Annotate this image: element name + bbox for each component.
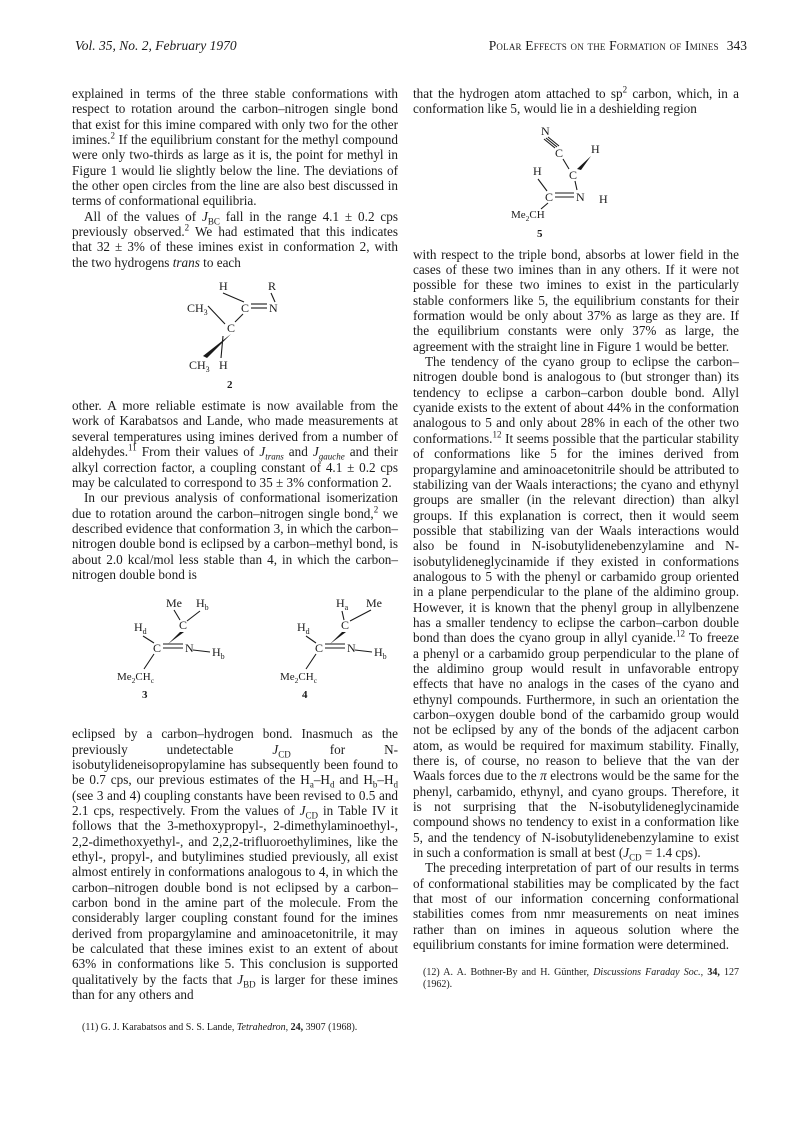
atom-hb: $H_b$ [212, 645, 225, 662]
atom-c: C [315, 641, 324, 656]
compound-label: 5 [537, 227, 543, 240]
atom-me2chc: $Me_2CH_c$ [117, 671, 155, 686]
atom-c: C [227, 321, 236, 336]
atom-c: C [179, 618, 188, 633]
atom-c: C [545, 189, 554, 204]
paragraph: In our previous analysis of conformational isomerization due to rotation around the carbon–nitrogen single bond,$^2$ we described evidence that conformation 3, in which the carbon–nitrogen double bond is eclipsed by a carbon–methyl bond, is about 2.0 kcal/mol less stable than 4, in which the carbon–nitrogen double bond is [72, 490, 398, 582]
paragraph: explained in terms of the three stable conformations with respect to rotation around the carbon–nitrogen single bond that exist for this imine compared with only two for the other imines.$^2$ If the equilibrium constant for the methyl compound were only two-thirds as large as it is, the point for methyl in Figure 1 would lie slightly below the line. The deviations of the other open circles from the line are also best discussed in terms of conformational equilibria. [72, 86, 398, 209]
running-header-title: Polar Effects on the Formation of Imines [488, 38, 719, 53]
atom-ha: $H_a$ [336, 596, 349, 613]
structure-2-diagram [155, 278, 315, 390]
atom-me2chc: $Me_2CH_c$ [280, 671, 318, 686]
atom-ch3: $CH_3$ [189, 358, 210, 375]
structure-5-diagram [511, 123, 641, 241]
running-header-journal: Vol. 35, No. 2, February 1970 [75, 38, 237, 53]
atom-hd: $H_d$ [134, 620, 147, 637]
atom-c: C [341, 618, 350, 633]
footnote: (12) A. A. Bothner-By and H. Günther, Discussions Faraday Soc., 34, 127 (1962). [423, 966, 740, 991]
structures-3-4-diagram [72, 594, 398, 716]
atom-c: C [241, 301, 250, 316]
atom-n: N [269, 301, 278, 316]
paragraph: other. A more reliable estimate is now available from the work of Karabatsos and Lande, who made measurements at several temperatures using imines derived from a number of aldehydes.$^{11}$ From their values of $J_{trans}$ and $J_{gauche}$ and their alkyl correction factor, a coupling constant of 4.1 ± 0.2 cps may be calculated to correspond to 35 ± 3% conformation 2. [72, 398, 398, 490]
atom-hb: $H_b$ [196, 596, 209, 613]
page-number: 343 [726, 38, 747, 53]
atom-h: H [591, 141, 600, 156]
paragraph: The preceding interpretation of part of our results in terms of conformational stabilities may be complicated by the fact that most of our information concerning conformational stabilities comes from nmr measurements on neat imines rather than on imines in aqueous solution where the equilibrium constants for imine formation were determined. [413, 860, 739, 953]
atom-h: H [533, 163, 542, 178]
atom-me: Me [366, 596, 382, 611]
atom-me: Me [166, 596, 182, 611]
atom-h: H [219, 358, 228, 373]
atom-c: C [555, 145, 564, 160]
atom-me2ch: $Me_2CH$ [511, 208, 545, 223]
paragraph: eclipsed by a carbon–hydrogen bond. Inasmuch as the previously undetectable $J_{CD}$ for N-isobutylideneisopropylamine has subsequently been found to be 0.7 cps, our previous estimates of the $H_a-H_d$ and $H_b-H_d$ (see 3 and 4) coupling constants have been revised to 0.5 and 2.1 cps, respectively. From the values of $J_{CD}$ in Table IV it follows that the 3-methoxypropyl-, 2-dimethylaminoethyl-, 2,2-dimethoxyethyl-, and 2,2,2-trifluoroethylimines, like the ethyl-, propyl-, and butylimines studied previously, all exist almost entirely in conformations analogous to 4, in which the carbon–nitrogen double bond is not eclipsed by a carbon–carbon bond in the amine part of the molecule. From the considerably larger coupling constant found for the imines derived from propargylamine and aminoacetonitrile, it may be calculated that these imines exist to an extent of about 63% in conformations like 5. This conclusion is supported qualitatively by the facts that $J_{BD}$ is larger for these imines than for any others and [72, 726, 399, 1003]
paragraph: that the hydrogen atom attached to $sp^2$ carbon, which, in a conformation like 5, would lie in a deshielding region [413, 84, 740, 117]
compound-label: 2 [227, 379, 233, 391]
atom-h: H [599, 191, 608, 206]
paragraph: All of the values of $J_{BC}$ fall in the range 4.1 ± 0.2 cps previously observed.$^2$ We had estimated that this indicates that 32 ± 3% of these imines exist in conformation 2, with the two hydrogens trans to each [72, 208, 399, 270]
paragraph: with respect to the triple bond, absorbs at lower field in the cases of these two imines than in any others. If it were not possible for these two imines to exist in the particularly stable conformers like 5, the equilibrium constants for their formation would be only about 37% as large as they are. If the equilibrium constants were only 37% as large, the agreement with the straight line in Figure 1 would be better. [413, 246, 739, 354]
atom-h: H [219, 279, 228, 294]
atom-hb: $H_b$ [374, 645, 387, 662]
compound-label: 4 [302, 689, 308, 702]
atom-n: N [541, 123, 550, 138]
atom-r: R [268, 279, 277, 294]
atom-ch3: $CH_3$ [187, 301, 208, 318]
paragraph: The tendency of the cyano group to eclipse the carbon–nitrogen double bond is analogous to (but stronger than) its tendency to eclipse a carbon–carbon double bond. Allyl cyanide exists to the extent of about 44% in the conformation analogous to 5 and only about 28% in each of the other two conformations.$^{12}$ It seems possible that the particular stability of conformations like 5 for the imines derived from propargylamine and aminoacetonitrile should be attributed to stabilizing van der Waals interactions; the cyano and ethynyl groups are smaller (in the relevant direction) than alkyl groups. If this explanation is correct, then it would seem possible that stabilizing van der Waals interactions would also be found in N-isobutylidenebenzylamine and N-isobutylideneglycinamide if they existed in conformations analogous to 5 with the phenyl or carbamido group oriented in a plane perpendicular to the plane of the aldimino group. However, it is known that the phenyl group in allylbenzene has a smaller tendency to eclipse the carbon–carbon double bond than does the cyano group in allyl cyanide.$^{12}$ To freeze a phenyl or a carbamido group perpendicular to the plane of the aldimino group would result in unfavorable entropy effects that have no analogs in the cases of the cyano and ethynyl compounds. Furthermore, in such an orientation the carbon–oxygen double bond of the carbamido group would not be eclipsed by any of the bonds of the adjacent carbon atom, as would be required for maximum stability. Finally, there is, of course, no reason to believe that the van der Waals forces due to the π electrons would be the same for the phenyl, carbamido, ethynyl, and cyano groups. Therefore, it is not surprising that the N-isobutylideneglycinamide compound shows no tendency to exist in a conformation like 5, and the tendency of N-isobutylidenebenzylamine to exist in such a conformation is small at best ($J_{CD} = 1.4$ cps). [413, 354, 740, 863]
atom-c: C [569, 167, 578, 182]
atom-n: N [347, 641, 356, 656]
running-header-right [489, 38, 747, 54]
atom-n: N [185, 641, 194, 656]
left-column [72, 86, 398, 1035]
atom-c: C [153, 641, 162, 656]
footnote: (11) G. J. Karabatsos and S. S. Lande, Tetrahedron, 24, 3907 (1968). [82, 1022, 358, 1034]
atom-hd: $H_d$ [297, 620, 310, 637]
right-column [413, 86, 739, 992]
compound-label: 3 [142, 689, 148, 702]
atom-n: N [576, 189, 585, 204]
